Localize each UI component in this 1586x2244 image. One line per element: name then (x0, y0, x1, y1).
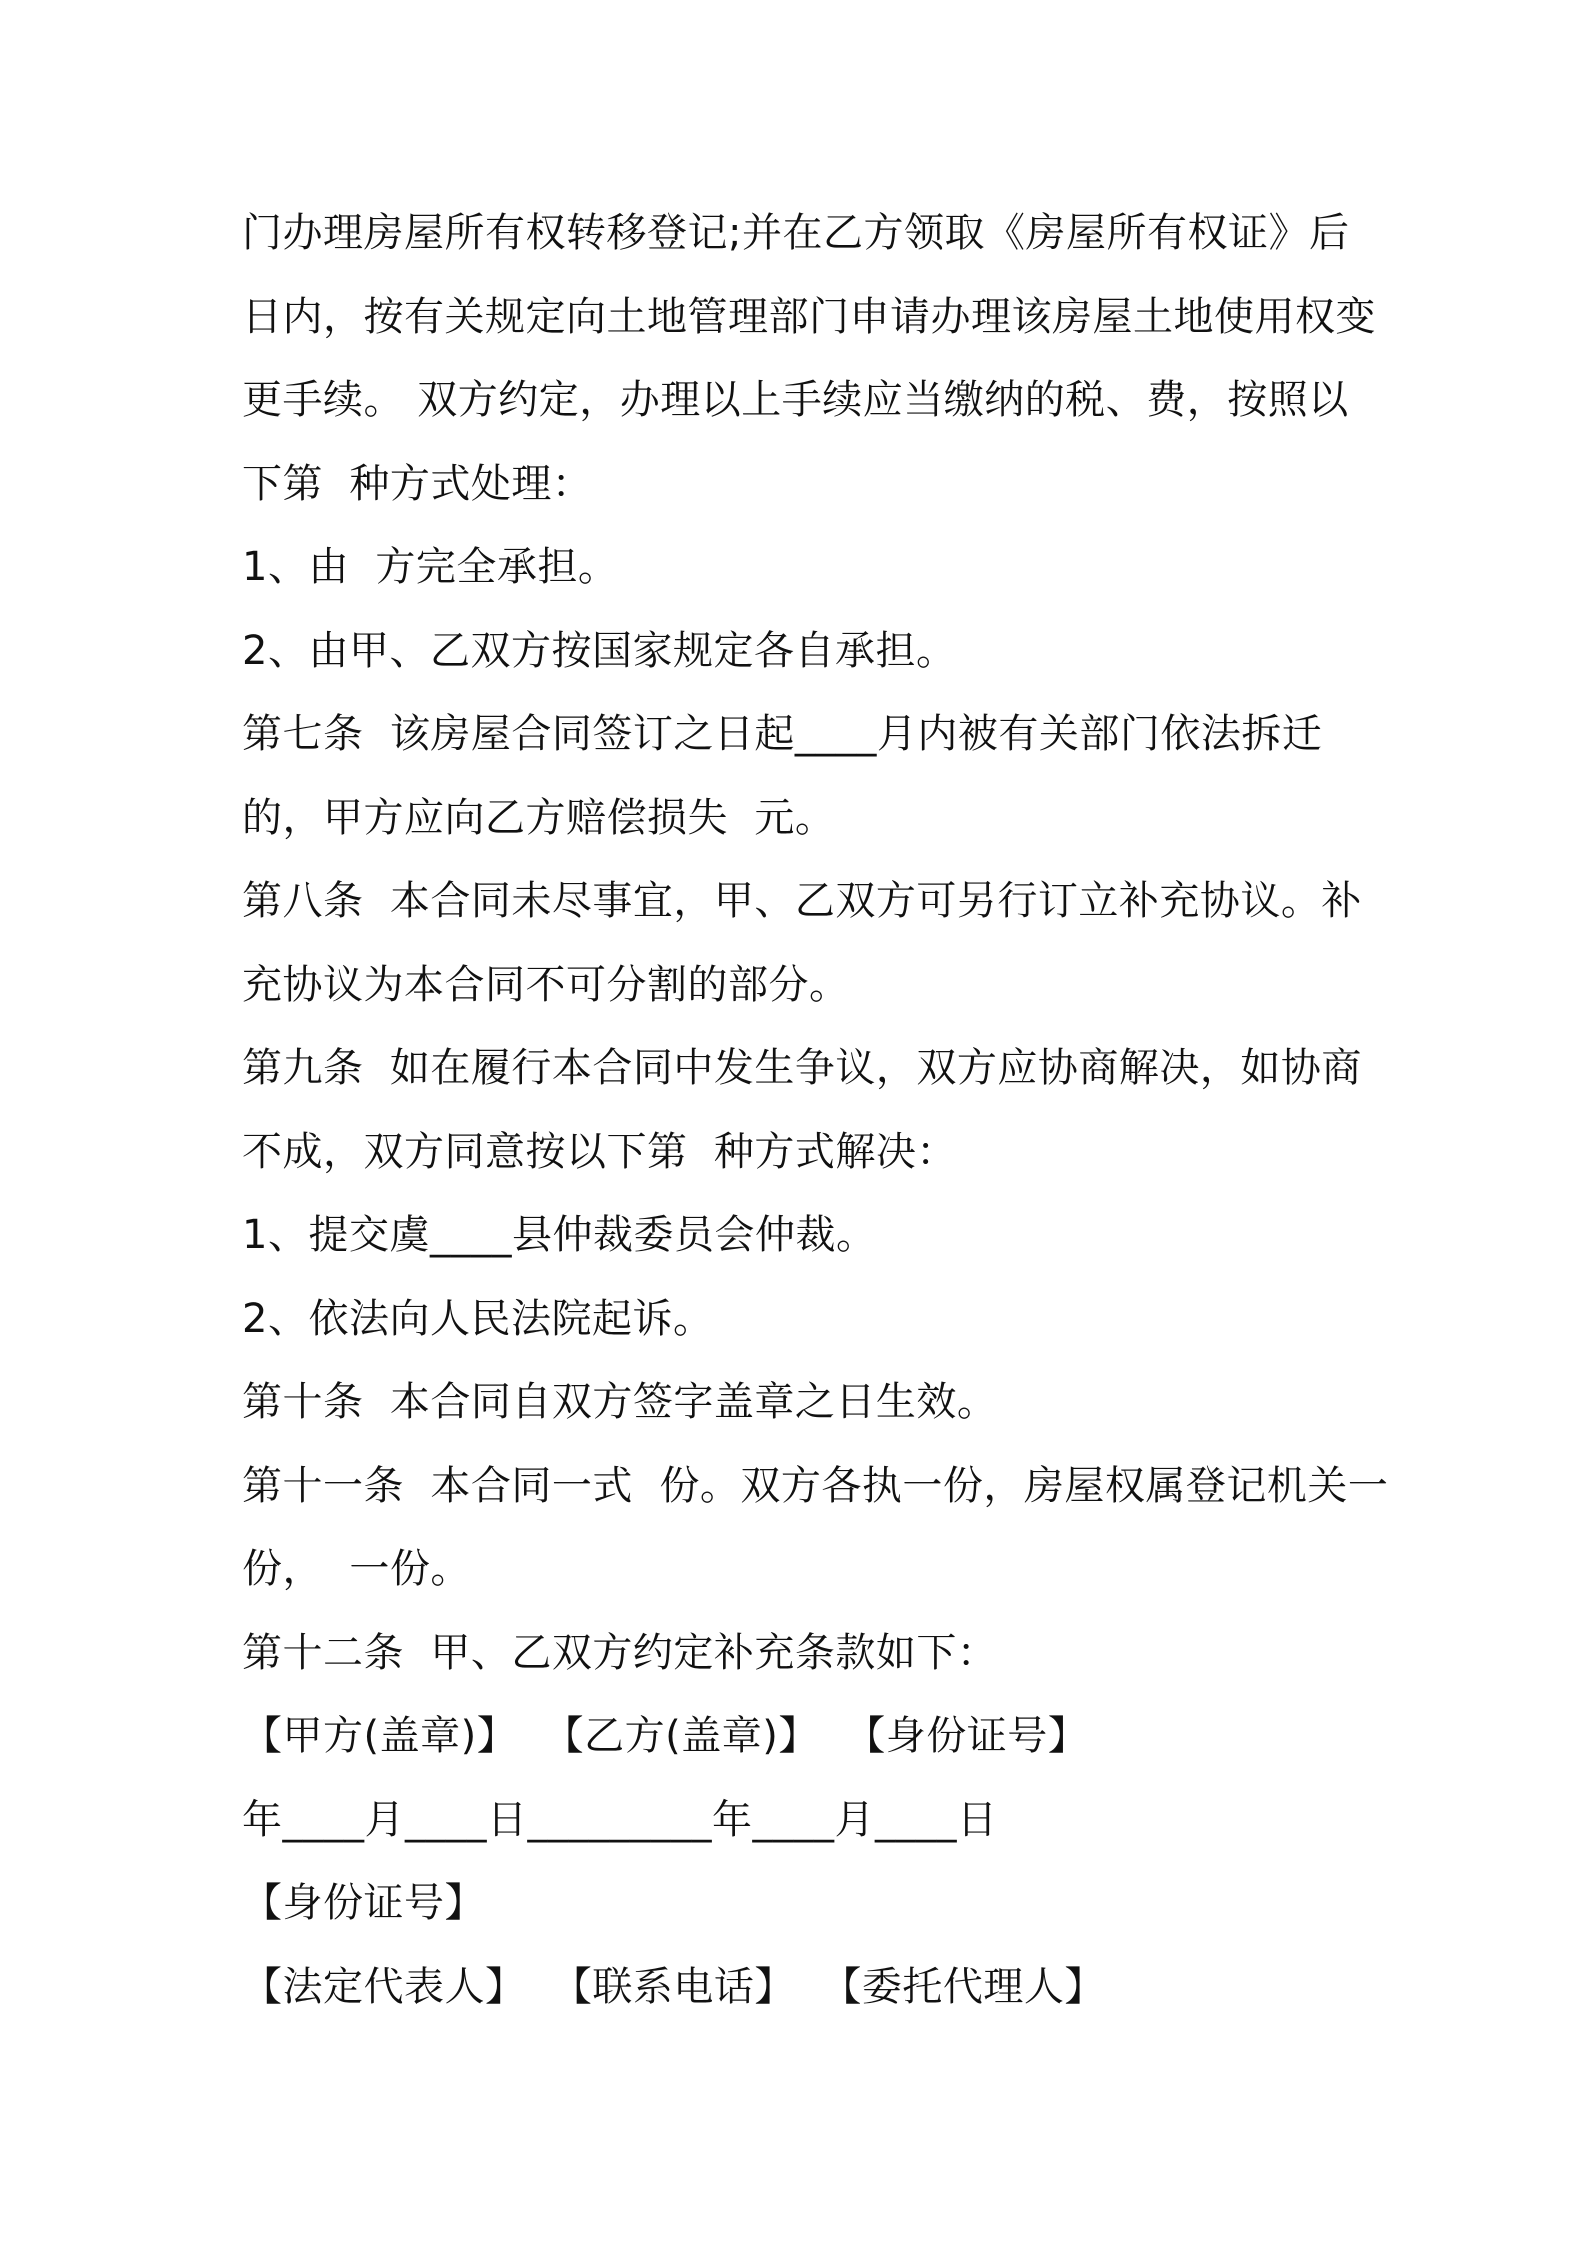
text-line: 下第 种方式处理： (242, 460, 593, 507)
article-8: 第八条 本合同未尽事宜，甲、乙双方可另行订立补充协议。补 (242, 878, 1362, 924)
text-line: 更手续。 双方约定，办理以上手续应当缴纳的税、费，按照以 (242, 377, 1349, 423)
text-line: 门办理房屋所有权转移登记;并在乙方领取《房屋所有权证》后 (242, 210, 1350, 256)
text-line: 充协议为本合同不可分割的部分。 (242, 961, 850, 1008)
id-number-label: 【身份证号】 (242, 1880, 485, 1926)
article-9: 第九条 如在履行本合同中发生争议，双方应协商解决，如协商 (242, 1045, 1362, 1091)
text-line: 日内，按有关规定向土地管理部门申请办理该房屋土地使用权变 (242, 293, 1376, 340)
date-fields-row: 年____月____日_________年____月____日 (242, 1796, 998, 1843)
text-line: 份， 一份。 (242, 1546, 471, 1592)
text-line: 1、由 方完全承担。 (242, 544, 619, 590)
article-7: 第七条 该房屋合同签订之日起____月内被有关部门依法拆迁 (242, 711, 1323, 757)
signature-labels-row: 【甲方(盖章)】 【乙方(盖章)】 【身份证号】 (242, 1713, 1089, 1759)
article-10: 第十条 本合同自双方签字盖章之日生效。 (242, 1379, 998, 1425)
article-11: 第十一条 本合同一式 份。双方各执一份，房屋权属登记机关一 (242, 1462, 1389, 1509)
text-line: 不成，双方同意按以下第 种方式解决： (242, 1128, 957, 1175)
text-line: 2、依法向人民法院起诉。 (242, 1295, 714, 1342)
contract-text-body (242, 192, 1389, 2029)
text-line: 2、由甲、乙双方按国家规定各自承担。 (242, 627, 957, 674)
text-line: 的，甲方应向乙方赔偿损失 元。 (242, 794, 836, 841)
representative-labels-row: 【法定代表人】 【联系电话】 【委托代理人】 (242, 1963, 1105, 2010)
text-line: 1、提交虞____县仲裁委员会仲裁。 (242, 1212, 877, 1258)
article-12: 第十二条 甲、乙双方约定补充条款如下： (242, 1629, 998, 1676)
